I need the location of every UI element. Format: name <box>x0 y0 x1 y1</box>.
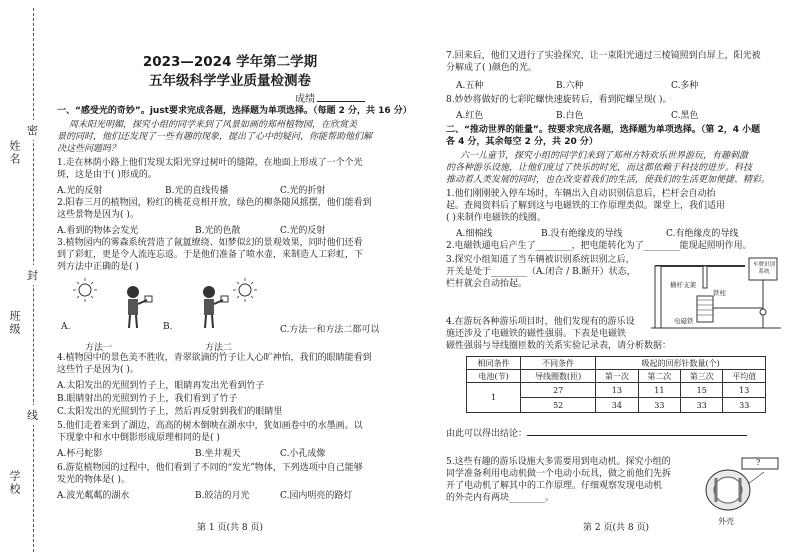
section-2-heading-2: 各 4 分，其余每空 2 分，共 20 分） <box>446 137 598 147</box>
q8-option-a: A.红色 <box>456 111 484 121</box>
q7-stem-2: 分解成了( )颜色的光。 <box>446 63 537 73</box>
binding-word-feng: 封 <box>27 265 38 285</box>
conclusion-blank <box>527 435 747 436</box>
shell-label: 外壳 <box>718 517 734 526</box>
q1-option-a: A.光的反射 <box>57 186 103 196</box>
exam-subject-title: 五年级科学学业质量检测卷 <box>149 73 311 89</box>
exam-page-2 <box>446 0 786 560</box>
q7-option-b: B.六种 <box>556 81 584 91</box>
table-header-average: 平均值 <box>723 370 766 383</box>
q4-option-a: A.太阳发出的光照到竹子上，眼睛再发出光看到竹子 <box>57 381 265 391</box>
s2-q4-stem-3: 磁性强弱与导线圈匝数的关系实验记录表，请分析数据： <box>446 341 672 351</box>
section-1-intro-line-2: 景的同时，他们还发现了一些有趣的现象，提出了心中的疑问，你能帮助他们解 <box>57 132 373 142</box>
s2-q5-stem-3: 开了电动机了解其中的工作原理。仔细观察发现电动机 <box>446 481 663 491</box>
q2-stem-1: 2.阳春三月的植物园，粉红的桃花竞相开放，绿色的柳条随风摇摆，他们能看到 <box>57 198 372 208</box>
table-header-row-1 <box>467 357 766 370</box>
exam-page-1 <box>55 0 412 560</box>
q3-stem-2: 到了彩虹，更是令人流连忘返。于是他们准备了喷水壶，来制造人工彩虹，下 <box>57 250 364 260</box>
table-cell-turns: 27 <box>521 383 596 398</box>
s2-q1-option-b: B.没有绝缘皮的导线 <box>541 229 623 239</box>
conclusion-label: 由此可以得出结论： <box>446 429 528 439</box>
table-cell-trial-2: 33 <box>638 398 680 413</box>
q7-stem-1: 7.回来后，他们又进行了实验探究，让一束阳光通过三棱镜照到白屏上，阳光被 <box>446 51 761 61</box>
q3-stem-1: 3.植物园内的雾森系统营造了氤氲缭绕、如梦似幻的景观效果，同时他们还看 <box>57 238 363 248</box>
table-header-row-2 <box>467 370 766 383</box>
score-blank <box>317 101 365 102</box>
section-1-heading: 一、“感受光的奇妙”。just要求完成各题，选择题为单项选择。（每题 2 分，共 16 分） <box>57 106 412 116</box>
method-2-caption: 方法二 <box>205 343 233 353</box>
section-2-heading-1: 二、“推动世界的能量”。按要求完成各题，选择题为单项选择。（第 2，4 小题 <box>446 125 761 135</box>
q6-stem-2: 发光的物体是( )。 <box>57 475 130 485</box>
q3-option-b: B. <box>163 322 173 332</box>
q6-stem-1: 6.游览植物园的过程中，他们看到了不同的“发光”物体，下列选项中自己能够 <box>57 463 363 473</box>
q8-option-c: C.黑色 <box>671 111 699 121</box>
q8-option-b: B.白色 <box>556 111 584 121</box>
s2-q1-stem-3: ( )来制作电磁铁的线圈。 <box>446 213 546 223</box>
q4-option-c: C.太阳发出的光照到竹子上，然后再反射到我们的眼睛里 <box>57 407 283 417</box>
s2-q1-stem-1: 1.他们刚刚驶入停车场时，车辆出入自动识别信息后，栏杆会自动抬 <box>446 189 716 199</box>
question-mark-label: ? <box>756 458 761 467</box>
school-label: 学校 <box>8 470 21 496</box>
q5-option-a: A.杯弓蛇影 <box>57 449 103 459</box>
name-label: 姓名 <box>8 140 21 166</box>
s2-q5-stem-1: 5.这些有趣的游乐设施大多需要用到电动机。探究小组的 <box>446 457 671 467</box>
table-cell-turns: 52 <box>521 398 596 413</box>
s2-q3-stem-2: 开关是处于________（A.闭合 / B.断开）状态， <box>446 267 636 277</box>
table-header-trial-1: 第一次 <box>596 370 638 383</box>
table-cell-average: 33 <box>723 398 766 413</box>
s2-q1-option-c: C.有绝缘皮的导线 <box>666 229 739 239</box>
table-cell-trial-2: 11 <box>638 383 680 398</box>
table-cell-trial-3: 15 <box>681 383 723 398</box>
section-2-intro-line-3: 推动着人类发展的同时，也在改变着我们的生活，使我们的生活更加便捷、精彩。 <box>446 175 771 185</box>
q4-stem-1: 4.植物园中的景色美不胜收，青翠欲滴的竹子让人心旷神怡，我们的眼睛能看到 <box>57 353 372 363</box>
s2-q3-stem-1: 3.探究小组知道了当车辆被识别系统识别之后， <box>446 255 635 265</box>
page-2-footer: 第 2 页(共 8 页) <box>583 523 649 533</box>
method-2-illustration <box>173 276 259 340</box>
table-header-count: 吸起的回形针数量(个) <box>596 357 766 370</box>
iron-bar-label: 铁柱 <box>713 289 726 297</box>
s2-q3-stem-3: 栏杆就会自动抬起。 <box>446 279 528 289</box>
table-header-trial-2: 第二次 <box>638 370 680 383</box>
table-cell-average: 13 <box>723 383 766 398</box>
sun-icon <box>73 278 97 302</box>
method-1-illustration <box>71 276 157 340</box>
page-1-footer: 第 1 页(共 8 页) <box>197 523 263 533</box>
q5-option-c: C.小孔成像 <box>280 449 326 459</box>
class-label: 班级 <box>8 310 21 336</box>
table-header-trial-3: 第三次 <box>681 370 723 383</box>
q2-option-c: C.光的反射 <box>280 226 326 236</box>
s2-q1-stem-2: 起。查阅资料后了解到这与电磁铁的工作原理类似。课堂上，我们适用 <box>446 201 726 211</box>
q1-stem-1: 1.走在林荫小路上他们发现太阳光穿过树叶的缝隙，在地面上形成了一个个光 <box>57 158 363 168</box>
q6-option-a: A.波光粼粼的湖水 <box>57 491 130 501</box>
table-cell-trial-1: 34 <box>596 398 638 413</box>
q5-stem-1: 5.他们走着来到了湖边，高高的树木倒映在湖水中，犹如画卷中的水墨画。以 <box>57 421 363 431</box>
table-header-diff: 不同条件 <box>521 357 596 370</box>
s2-q5-stem-2: 同学准备利用电动机做一个电动小玩具，做之前他们先拆 <box>446 469 672 479</box>
q2-option-b: B.光的色散 <box>195 226 241 236</box>
s2-q4-stem-1: 4.在游玩各种游乐项目时，他们发现有的游乐设 <box>446 317 635 327</box>
q1-stem-2: 斑，这是由于( )形成的。 <box>57 170 157 180</box>
s2-q2-stem: 2.电磁铁通电后产生了________，把电能转化为了________能现起照明作用。 <box>446 241 752 251</box>
binding-word-xian: 线 <box>27 405 38 425</box>
section-1-intro-line-1: 周末阳光明媚，探究小组的同学来到了风景如画的郑州植物园，在欣赏美 <box>69 120 358 130</box>
q4-option-b: B.眼睛射出的光照到竹子上，我们看到了竹子 <box>57 394 238 404</box>
q7-option-a: A.五种 <box>456 81 484 91</box>
q5-option-b: B.坐井观天 <box>195 449 241 459</box>
table-cell-battery: 1 <box>467 383 521 413</box>
electromagnet-label: 电磁铁 <box>674 317 694 325</box>
q1-option-c: C.光的折射 <box>280 186 326 196</box>
gate-support-label: 横杆支架 <box>670 281 696 289</box>
table-header-same: 相同条件 <box>467 357 521 370</box>
child-figure-icon <box>203 286 228 328</box>
plate-recognition-label: 车牌识别系统 <box>752 262 775 275</box>
q1-option-b: B.光的直线传播 <box>165 186 229 196</box>
table-header-turns: 导线圈数(匝) <box>521 370 596 383</box>
section-2-intro-line-1: 六一儿童节，探究小组的同学们来到了郑州方特欢乐世界游玩，有趣刺激 <box>460 151 749 161</box>
s2-q1-option-a: A.细棉线 <box>456 229 493 239</box>
binding-word-mi: 密 <box>27 120 38 140</box>
table-cell-trial-3: 33 <box>681 398 723 413</box>
q5-stem-2: 下现象中和水中倒影形成原理相同的是( ) <box>57 433 220 443</box>
q3-stem-3: 列方法中正确的是( ) <box>57 262 139 272</box>
section-1-intro-line-3: 决这些问题吗？ <box>57 144 121 154</box>
motor-shell-illustration <box>698 456 782 516</box>
electromagnet-data-table <box>466 356 766 413</box>
score-field <box>295 90 365 105</box>
q3-option-c: C.方法一和方法二都可以 <box>280 325 380 335</box>
table-row <box>467 383 766 398</box>
s2-q5-stem-4: 的外壳内有两块________。 <box>446 493 555 503</box>
conclusion-line <box>446 428 747 440</box>
q8-stem: 8.妙妙将做好的七彩陀螺快速旋转后，看到陀螺呈现( )。 <box>446 95 672 105</box>
exam-year-title: 2023—2024 学年第二学期 <box>142 54 318 70</box>
method-1-caption: 方法一 <box>85 343 113 353</box>
q6-option-b: B.皎洁的月光 <box>195 491 250 501</box>
q6-option-c: C.园内明亮的路灯 <box>280 491 353 501</box>
q3-option-a: A. <box>61 322 71 332</box>
table-header-battery: 电池(节) <box>467 370 521 383</box>
q2-stem-2: 这些景物是因为( )。 <box>57 210 139 220</box>
q7-option-c: C.多种 <box>671 81 699 91</box>
q4-stem-2: 这些竹子是因为( )。 <box>57 365 139 375</box>
section-2-intro-line-2: 的各种游乐设施，让他们度过了快乐的时光，而这都依赖于科技的进步。科技 <box>446 163 753 173</box>
q2-option-a: A.看到的物体会发光 <box>57 226 139 236</box>
score-label: 成绩 <box>295 94 315 105</box>
table-cell-trial-1: 13 <box>596 383 638 398</box>
sun-icon <box>233 278 257 302</box>
s2-q4-stem-2: 施还涉及了电磁铁的磁性强弱。下表是电磁铁 <box>446 329 627 339</box>
child-figure-icon <box>127 286 152 328</box>
binding-margin <box>0 0 50 560</box>
